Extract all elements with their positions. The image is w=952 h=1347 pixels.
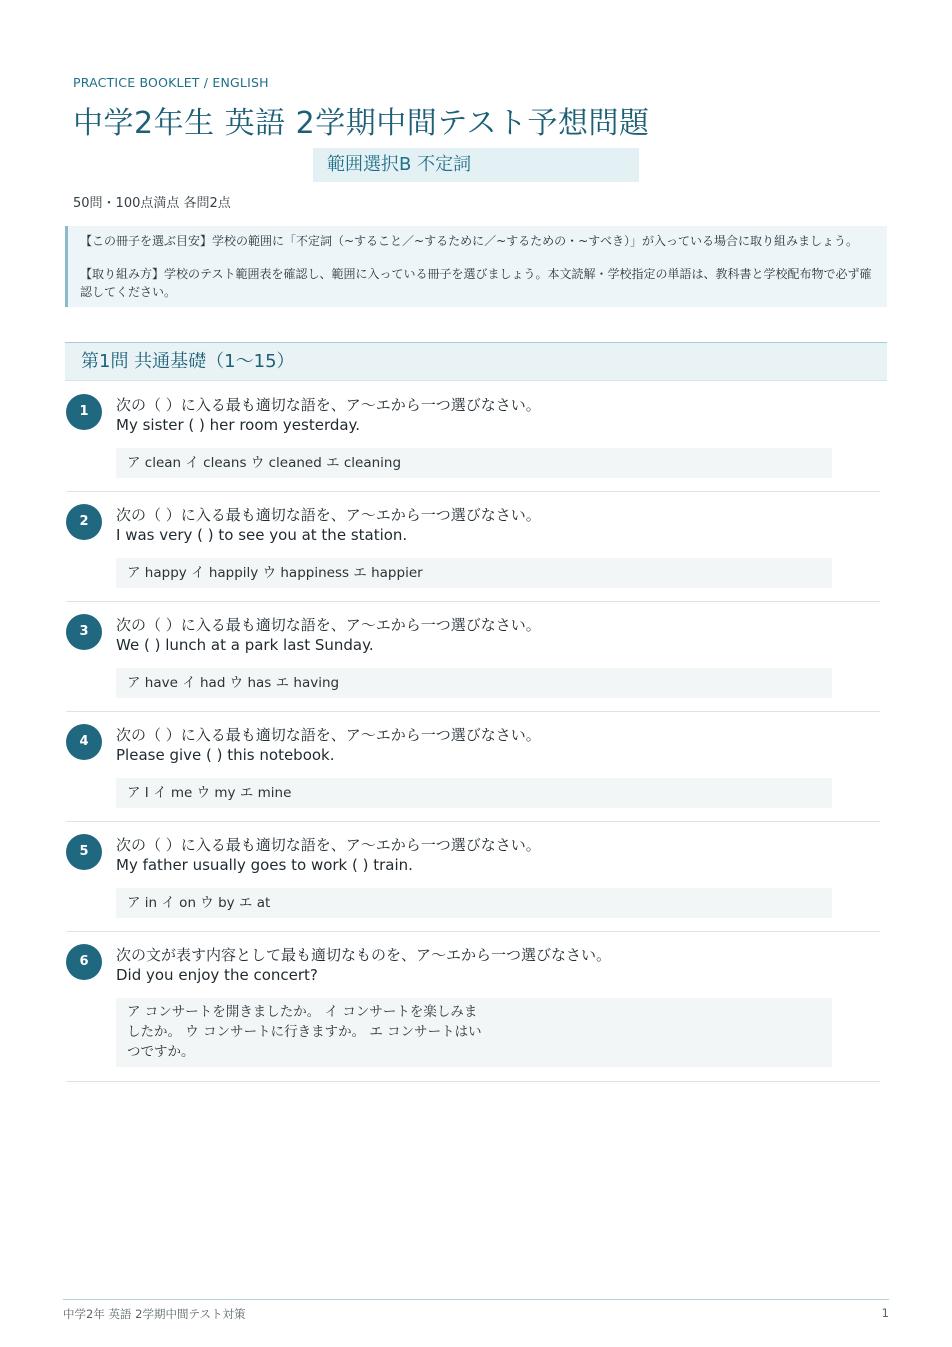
question-number-badge: 6 <box>66 944 102 980</box>
answer-choices <box>116 998 832 1067</box>
question-item <box>66 712 880 822</box>
question-prompt: 次の（ ）に入る最も適切な語を、ア〜エから一つ選びなさい。 <box>116 836 541 854</box>
question-sentence: I was very ( ) to see you at the station. <box>116 526 408 544</box>
question-prompt: 次の（ ）に入る最も適切な語を、ア〜エから一つ選びなさい。 <box>116 726 541 744</box>
page-title: 中学2年生 英語 2学期中間テスト予想問題 <box>73 106 650 141</box>
question-prompt: 次の（ ）に入る最も適切な語を、ア〜エから一つ選びなさい。 <box>116 616 541 634</box>
question-item <box>66 492 880 602</box>
score-info: 50問・100点満点 各問2点 <box>73 196 231 211</box>
question-number-badge: 5 <box>66 834 102 870</box>
page-number: 1 <box>881 1306 889 1320</box>
footer-divider <box>63 1299 889 1300</box>
question-sentence: We ( ) lunch at a park last Sunday. <box>116 636 374 654</box>
question-item <box>66 602 880 712</box>
answer-choices: ア happy イ happily ウ happiness エ happier <box>116 558 832 588</box>
answer-choices: ア in イ on ウ by エ at <box>116 888 832 918</box>
question-item <box>66 382 880 492</box>
footer-title: 中学2年 英語 2学期中間テスト対策 <box>63 1307 246 1321</box>
question-item <box>66 932 880 1082</box>
answer-choices: ア I イ me ウ my エ mine <box>116 778 832 808</box>
answer-choices-text: ア コンサートを開きましたか。 イ コンサートを楽しみましたか。 ウ コンサートに行きますか。 エ コンサートはいつですか。 <box>127 1004 482 1060</box>
question-list <box>66 382 880 1082</box>
booklet-kicker: PRACTICE BOOKLET / ENGLISH <box>73 75 269 90</box>
question-number-badge: 4 <box>66 724 102 760</box>
question-sentence: Did you enjoy the concert? <box>116 966 318 984</box>
guidance-box <box>65 226 887 307</box>
question-sentence: My sister ( ) her room yesterday. <box>116 416 361 434</box>
question-number-badge: 3 <box>66 614 102 650</box>
question-sentence: My father usually goes to work ( ) train. <box>116 856 413 874</box>
question-prompt: 次の（ ）に入る最も適切な語を、ア〜エから一つ選びなさい。 <box>116 506 541 524</box>
question-sentence: Please give ( ) this notebook. <box>116 746 335 764</box>
question-item <box>66 822 880 932</box>
selection-note: 【この冊子を選ぶ目安】学校の範囲に「不定詞（~すること／~するために／~するための・~すべき）」が入っている場合に取り組みましょう。 <box>80 234 858 248</box>
question-prompt: 次の（ ）に入る最も適切な語を、ア〜エから一つ選びなさい。 <box>116 396 541 414</box>
range-subtitle: 範囲選択B 不定詞 <box>313 148 639 182</box>
approach-note: 【取り組み方】学校のテスト範囲表を確認し、範囲に入っている冊子を選びましょう。本文読解・学校指定の単語は、教科書と学校配布物で必ず確認してください。 <box>80 267 872 299</box>
section-heading: 第1問 共通基礎（1〜15） <box>65 342 887 381</box>
answer-choices: ア clean イ cleans ウ cleaned エ cleaning <box>116 448 832 478</box>
answer-choices: ア have イ had ウ has エ having <box>116 668 832 698</box>
question-number-badge: 2 <box>66 504 102 540</box>
question-number-badge: 1 <box>66 394 102 430</box>
question-prompt: 次の文が表す内容として最も適切なものを、ア〜エから一つ選びなさい。 <box>116 946 612 964</box>
